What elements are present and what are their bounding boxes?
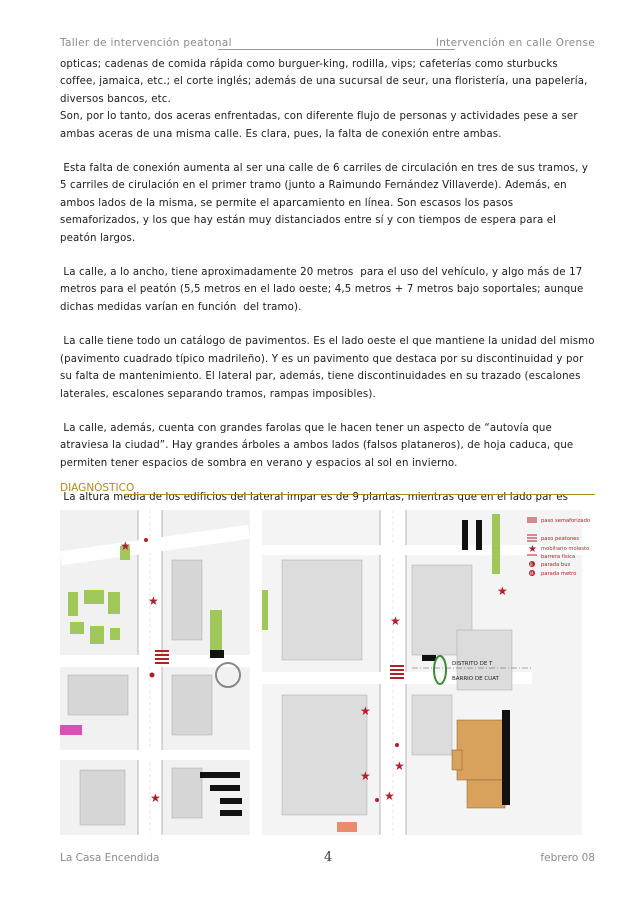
legend-item: paso semaforizado bbox=[541, 518, 591, 524]
body-text bbox=[60, 56, 599, 541]
page-header bbox=[60, 37, 595, 53]
legend-item: parada metro bbox=[541, 571, 577, 577]
header-right: Intervención en calle Orense bbox=[435, 37, 595, 49]
svg-text:★: ★ bbox=[384, 789, 395, 803]
svg-text:★: ★ bbox=[360, 769, 371, 783]
svg-text:★: ★ bbox=[528, 544, 537, 555]
footer-left: La Casa Encendida bbox=[60, 852, 160, 864]
svg-text:★: ★ bbox=[497, 584, 508, 598]
street-map-south-drawing bbox=[262, 510, 591, 835]
header-left: Taller de intervención peatonal bbox=[60, 37, 232, 49]
paragraph: La calle, además, cuenta con grandes farolas que le hacen tener un aspecto de “autovía que atraviesa la ciudad”. Hay grandes árboles a ambos lados (falsos plataneros), de hoja caduca, que permiten tener espacios de sombra en verano y espacios al sol en invierno. bbox=[60, 422, 577, 469]
svg-text:★: ★ bbox=[390, 614, 401, 628]
legend-item: mobiliario molesto bbox=[541, 546, 590, 552]
svg-text:★: ★ bbox=[120, 539, 131, 553]
svg-text:★: ★ bbox=[394, 759, 405, 773]
street-map-north-drawing bbox=[60, 510, 250, 835]
map-label-district: DISTRITO DE T bbox=[452, 661, 493, 667]
paragraph: Esta falta de conexión aumenta al ser una calle de 6 carriles de circulación en tres de sus tramos, y 5 carriles de cirulación en el primer tramo (junto a Raimundo Fernández Villaverde). Además, en ambos lados de la misma, se permite el aparcamiento en línea. Son escasos los pasos semaforizados, y los que hay están muy distanciados entre sí y con tiempos de espera para el peatón largos. bbox=[60, 163, 592, 244]
svg-text:★: ★ bbox=[150, 791, 161, 805]
legend-item: parada bus bbox=[541, 562, 571, 568]
street-map-north bbox=[60, 510, 250, 835]
footer-right: febrero 08 bbox=[540, 852, 595, 864]
paragraph: La altura media de los edificios del lateral impar es de 9 plantas, mientras que en el lado par es bbox=[63, 492, 569, 504]
header-rule bbox=[218, 49, 455, 50]
paragraph: La calle, a lo ancho, tiene aproximadamente 20 metros para el uso del vehículo, y algo más de 17 metros para el peatón (5,5 metros en el lado oeste; 4,5 metros + 7 metros bajo soportales; aunque dichas medidas varían en función del tramo). bbox=[60, 267, 587, 313]
legend-item: barrera física bbox=[541, 554, 576, 560]
page-number: 4 bbox=[324, 850, 333, 865]
metro-symbol: M bbox=[530, 571, 534, 576]
street-map-south bbox=[262, 510, 591, 835]
map-label-barrio: BARRIO DE CUAT bbox=[452, 676, 499, 682]
section-title: DIAGNÓSTICO bbox=[60, 482, 135, 494]
section-rule bbox=[124, 494, 595, 495]
svg-text:★: ★ bbox=[148, 594, 159, 608]
bus-symbol: B bbox=[530, 562, 533, 567]
legend-item: paso peatones bbox=[541, 536, 580, 542]
paragraph: opticas; cadenas de comida rápida como burguer-king, rodilla, vips; cafeterías como sturbucks coffee, jamaica, etc.; el corte inglés; además de una sucursal de seur, una floristería, una papelería, diversos bancos, etc. Son, por lo tanto, dos aceras enfrentadas, con diferente flujo de personas y actividades pese a ser ambas aceras de una misma calle. Es clara, pues, la falta de conexión entre ambas. bbox=[60, 59, 588, 140]
svg-text:★: ★ bbox=[360, 704, 371, 718]
page-footer bbox=[60, 852, 595, 868]
paragraph: La calle tiene todo un catálogo de pavimentos. Es el lado oeste el que mantiene la unidad del mismo (pavimento cuadrado típico madrileño). Y es un pavimento que destaca por su discontinuidad y por su falta de mantenimiento. El lateral par, además, tiene discontinuidades en su trazado (escalones laterales, escalones separando tramos, rampas imposibles). bbox=[60, 336, 599, 400]
section-heading bbox=[60, 482, 595, 498]
